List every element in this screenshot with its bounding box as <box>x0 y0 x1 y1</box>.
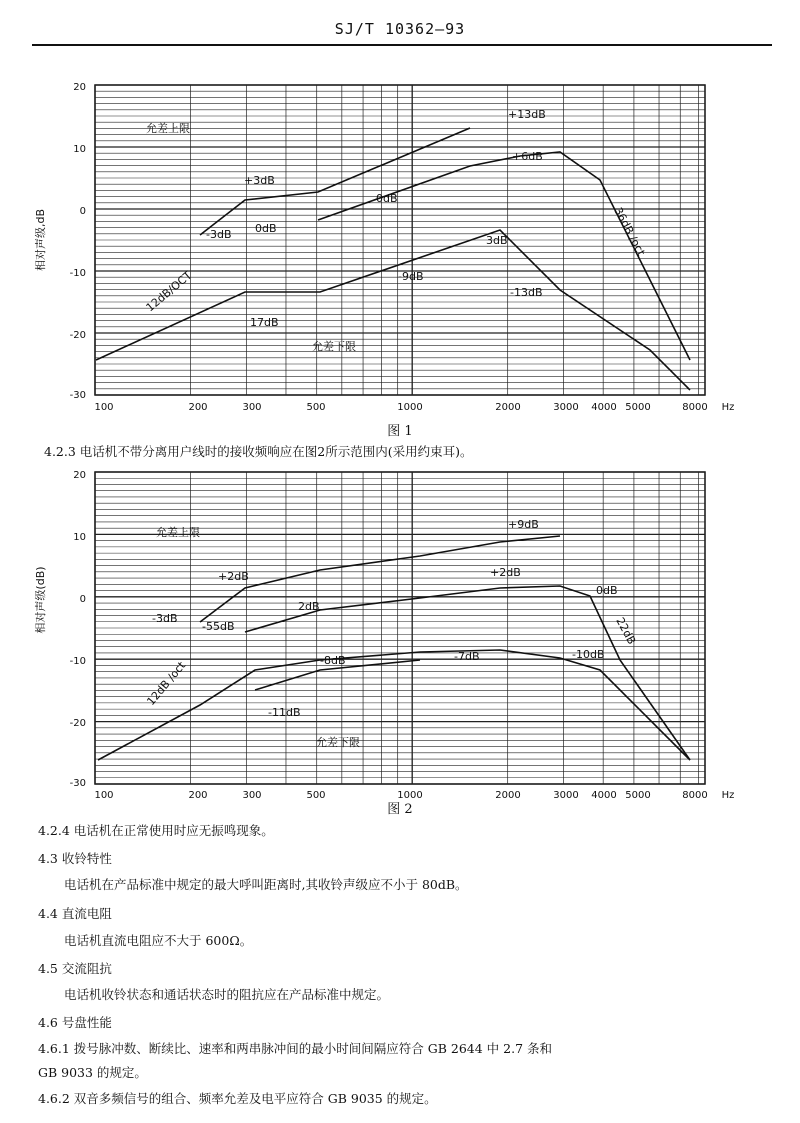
fig2-xtick: 8000 <box>682 790 708 800</box>
header-rule <box>32 44 772 46</box>
fig2-label-2db: 2dB <box>298 600 320 613</box>
fig2-ytick: -30 <box>69 778 86 789</box>
fig2-label-m8: -8dB <box>320 654 346 667</box>
fig2-xtick: 1000 <box>397 790 423 800</box>
fig2-xtick: 100 <box>94 790 114 800</box>
fig2-ytick: 0 <box>79 594 86 605</box>
fig1-xtick: Hz <box>721 402 735 413</box>
fig2-label-m11: -11dB <box>268 706 301 719</box>
section-4-3-heading: 4.3 收铃特性 <box>38 851 112 866</box>
fig2-xtick: 3000 <box>553 790 579 800</box>
fig2-yticks <box>70 470 86 789</box>
fig1-label-3db: 3dB <box>486 234 508 247</box>
fig2-label-m10: -10dB <box>572 648 605 661</box>
fig1-yticks <box>70 82 86 401</box>
fig2-xtick: 2000 <box>495 790 521 800</box>
fig1-label-0db-b: 0dB <box>255 222 277 235</box>
section-4-4-heading: 4.4 直流电阻 <box>38 906 112 921</box>
fig2-label-slope-right: 22dB <box>613 615 639 647</box>
fig1-label-m17: 17dB <box>250 316 279 329</box>
fig1-label-lower-limit: 允差下限 <box>312 340 356 353</box>
fig1-xtick: 100 <box>94 402 114 413</box>
section-4-3-body: 电话机在产品标准中规定的最大呼叫距离时,其收铃声级应不小于 80dB。 <box>64 877 468 892</box>
fig1-ytick: -30 <box>69 390 86 401</box>
fig2-label-m3: -3dB <box>152 612 178 625</box>
fig2-xtick: 200 <box>188 790 208 800</box>
fig1-label-m9: -9dB <box>398 270 424 283</box>
fig2-ytick: 20 <box>73 470 86 481</box>
fig1-label-slope-left: 12dB/OCT <box>143 268 195 315</box>
fig1-caption: 图 1 <box>387 424 413 439</box>
fig1-xtick: 2000 <box>495 402 521 413</box>
fig2-ytick: -20 <box>69 718 86 729</box>
para-4-2-3: 4.2.3 电话机不带分离用户线时的接收频响应在图2所示范围内(采用约束耳)。 <box>44 444 473 459</box>
fig2-label-p2b: +2dB <box>490 566 521 579</box>
section-4-4-body: 电话机直流电阻应不大于 600Ω。 <box>64 933 253 948</box>
fig2-xtick: 5000 <box>625 790 651 800</box>
fig1-label-p13: +13dB <box>508 108 546 121</box>
fig1-xticks <box>94 402 734 413</box>
fig1-ytick: 0 <box>79 206 86 217</box>
fig1-xtick: 300 <box>242 402 262 413</box>
fig1-label-upper-limit: 允差上限 <box>146 122 190 135</box>
page-header: SJ/T 10362—93 <box>334 20 466 38</box>
fig1-label-m13: -13dB <box>510 286 543 299</box>
fig2-label-0db: 0dB <box>596 584 618 597</box>
fig1-label-m3: -3dB <box>206 228 232 241</box>
section-4-6-1-cont: GB 9033 的规定。 <box>38 1065 147 1080</box>
fig2-label-p2a: +2dB <box>218 570 249 583</box>
fig1-ytick: 10 <box>73 144 86 155</box>
fig2-ytick: -10 <box>69 656 86 667</box>
fig1-ytick: -10 <box>69 268 86 279</box>
figure-2 <box>0 460 800 800</box>
fig2-ytick: 10 <box>73 532 86 543</box>
fig1-xtick: 8000 <box>682 402 708 413</box>
fig1-ylabel: 相对声级,dB <box>34 208 47 272</box>
fig1-label-p6: +6dB <box>512 150 543 163</box>
fig1-ytick: 20 <box>73 82 86 93</box>
fig2-label-lower-limit: 允差下限 <box>316 736 360 749</box>
fig1-ytick: -20 <box>69 330 86 341</box>
fig2-xtick: 500 <box>306 790 326 800</box>
fig1-label-p3: +3dB <box>244 174 275 187</box>
fig2-label-m7: -7dB <box>454 650 480 663</box>
fig2-label-m55: -55dB <box>202 620 235 633</box>
section-4-2-4: 4.2.4 电话机在正常使用时应无振鸣现象。 <box>38 823 274 838</box>
figure-1 <box>0 60 800 430</box>
fig2-xtick: 4000 <box>591 790 617 800</box>
fig1-label-slope-right: 36dB /oct <box>611 205 648 259</box>
fig2-ylabel: 相对声级(dB) <box>34 566 47 634</box>
fig2-label-p9: +9dB <box>508 518 539 531</box>
fig1-xtick: 1000 <box>397 402 423 413</box>
fig2-label-upper-limit: 允差上限 <box>156 526 200 539</box>
section-4-5-body: 电话机收铃状态和通话状态时的阻抗应在产品标准中规定。 <box>64 987 390 1002</box>
fig1-xtick: 200 <box>188 402 208 413</box>
section-4-5-heading: 4.5 交流阻抗 <box>38 961 112 976</box>
fig2-xtick: 300 <box>242 790 262 800</box>
fig2-xtick: Hz <box>721 790 735 800</box>
section-4-6-2: 4.6.2 双音多频信号的组合、频率允差及电平应符合 GB 9035 的规定。 <box>38 1091 437 1106</box>
section-4-6-heading: 4.6 号盘性能 <box>38 1015 112 1030</box>
fig1-xtick: 4000 <box>591 402 617 413</box>
fig2-caption: 图 2 <box>387 802 413 817</box>
fig2-label-slope-left: 12dB /oct <box>144 659 189 708</box>
section-4-6-1: 4.6.1 拨号脉冲数、断续比、速率和两串脉冲间的最小时间间隔应符合 GB 2644 中 2.7 条和 <box>38 1041 553 1056</box>
fig1-xtick: 500 <box>306 402 326 413</box>
fig1-label-0db-a: 0dB <box>376 192 398 205</box>
fig1-xtick: 3000 <box>553 402 579 413</box>
fig1-xtick: 5000 <box>625 402 651 413</box>
